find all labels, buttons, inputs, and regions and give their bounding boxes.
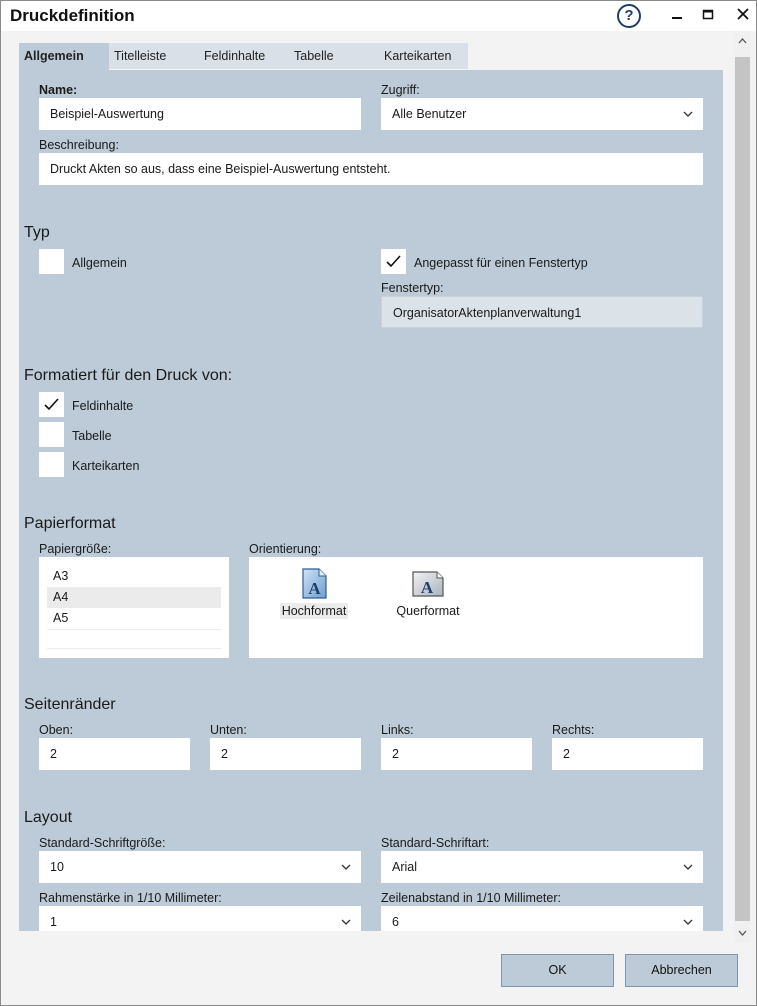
chevron-down-icon [683, 851, 693, 870]
font-select[interactable] [381, 851, 703, 883]
formatted-heading: Formatiert für den Druck von: [24, 367, 233, 384]
list-divider [47, 648, 221, 649]
scroll-up-icon[interactable] [734, 34, 751, 48]
tab-allgemein[interactable] [19, 43, 110, 70]
paper-size-label: Papiergröße: [39, 542, 112, 556]
close-icon [737, 8, 749, 20]
access-select[interactable] [381, 98, 703, 130]
margin-top-label: Oben: [39, 723, 74, 737]
tab-label: Tabelle [294, 49, 334, 63]
font-size-select[interactable] [39, 851, 361, 883]
tab-label: Feldinhalte [204, 49, 266, 63]
karteikarten-checkbox[interactable] [39, 452, 64, 477]
tab-label: Allgemein [24, 49, 84, 63]
portrait-page-icon [300, 568, 328, 600]
tab-karteikarten[interactable] [379, 43, 469, 69]
font-label: Standard-Schriftart: [381, 836, 490, 850]
paper-size-list[interactable] [39, 557, 229, 658]
list-item[interactable]: A4 [47, 587, 221, 608]
vertical-scrollbar[interactable] [734, 31, 751, 943]
font-size-value: 10 [50, 860, 64, 874]
margin-left-input[interactable]: 2 [381, 738, 532, 770]
border-value: 1 [50, 915, 57, 929]
access-value: Alle Benutzer [392, 107, 467, 121]
tab-titelleiste[interactable] [109, 43, 200, 69]
margin-right-label: Rechts: [552, 723, 595, 737]
minimize-icon [671, 8, 683, 20]
line-spacing-select[interactable] [381, 906, 703, 931]
line-spacing-label: Zeilenabstand in 1/10 Millimeter: [381, 891, 561, 905]
tab-panel-allgemein [19, 70, 723, 931]
custom-type-checkbox[interactable] [381, 249, 406, 274]
title-bar [1, 1, 756, 31]
general-type-label: Allgemein [72, 256, 127, 270]
name-input[interactable]: Beispiel-Auswertung [39, 98, 361, 130]
tab-label: Titelleiste [114, 49, 167, 63]
landscape-label: Querformat [396, 604, 460, 618]
tab-label: Karteikarten [384, 49, 452, 63]
karteikarten-label: Karteikarten [72, 459, 140, 473]
type-heading: Typ [24, 224, 50, 241]
margins-heading: Seitenränder [24, 696, 116, 713]
access-label: Zugriff: [381, 83, 420, 97]
minimize-button[interactable] [667, 5, 687, 25]
tab-feldinhalte[interactable] [199, 43, 290, 69]
margin-top-input[interactable]: 2 [39, 738, 190, 770]
margin-right-input[interactable]: 2 [552, 738, 703, 770]
cancel-button[interactable]: Abbrechen [625, 954, 738, 987]
orientation-label: Orientierung: [249, 542, 322, 556]
border-label: Rahmenstärke in 1/10 Millimeter: [39, 891, 222, 905]
line-spacing-value: 6 [392, 915, 399, 929]
font-size-label: Standard-Schriftgröße: [39, 836, 166, 850]
name-label: Name: [39, 83, 78, 97]
window-type-label: Fenstertyp: [381, 281, 444, 295]
feldinhalte-checkbox[interactable] [39, 392, 64, 417]
chevron-down-icon [683, 906, 693, 925]
help-icon[interactable]: ? [617, 4, 641, 28]
paper-heading: Papierformat [24, 515, 116, 532]
border-select[interactable] [39, 906, 361, 931]
landscape-option[interactable] [389, 568, 467, 619]
chevron-down-icon [683, 98, 693, 117]
list-item[interactable]: A3 [53, 569, 69, 583]
margin-left-label: Links: [381, 723, 414, 737]
landscape-page-icon [411, 568, 445, 600]
margin-bottom-input[interactable]: 2 [210, 738, 361, 770]
feldinhalte-label: Feldinhalte [72, 399, 134, 413]
window-type-field: OrganisatorAktenplanverwaltung1 [381, 296, 703, 328]
scroll-down-icon[interactable] [734, 926, 751, 940]
description-input[interactable]: Druckt Akten so aus, dass eine Beispiel-Auswertung entsteht. [39, 153, 703, 185]
portrait-option[interactable] [275, 568, 353, 619]
tabelle-label: Tabelle [72, 429, 112, 443]
window-title: Druckdefinition [10, 6, 135, 25]
maximize-icon [702, 8, 714, 20]
svg-text:A: A [308, 579, 321, 598]
custom-type-label: Angepasst für einen Fenstertyp [414, 256, 588, 270]
tab-tabelle[interactable] [289, 43, 380, 69]
svg-text:A: A [420, 578, 434, 597]
maximize-button[interactable] [698, 5, 718, 25]
ok-button[interactable]: OK [501, 954, 614, 987]
checkmark-icon [386, 255, 401, 268]
layout-heading: Layout [24, 809, 73, 826]
description-label: Beschreibung: [39, 138, 119, 152]
margin-bottom-label: Unten: [210, 723, 247, 737]
portrait-label: Hochformat [281, 604, 347, 618]
general-type-checkbox[interactable] [39, 249, 64, 274]
chevron-down-icon [341, 851, 351, 870]
scrollbar-thumb[interactable] [735, 57, 750, 921]
close-button[interactable] [733, 5, 753, 25]
chevron-down-icon [341, 906, 351, 925]
orientation-box [249, 557, 703, 658]
tabelle-checkbox[interactable] [39, 422, 64, 447]
font-value: Arial [392, 860, 418, 874]
list-divider [47, 629, 221, 630]
list-item[interactable]: A5 [53, 611, 69, 625]
checkmark-icon [44, 398, 59, 411]
